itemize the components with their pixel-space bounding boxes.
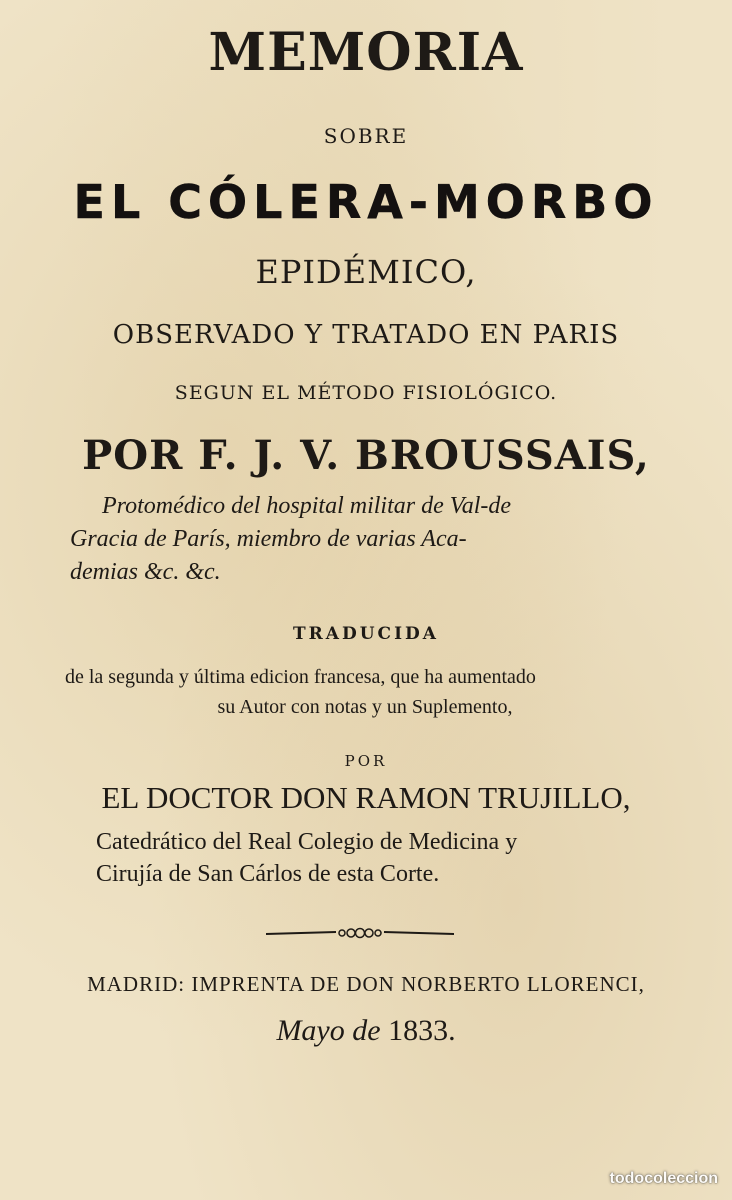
author-credentials-line: Gracia de París, miembro de varias Aca- [70, 526, 467, 552]
observed-line: OBSERVADO Y TRATADO EN PARIS [112, 320, 620, 350]
translation-note [65, 662, 665, 722]
imprint-month: Mayo de [276, 1014, 381, 1047]
author-credentials [70, 490, 670, 589]
author-credentials-line: demias &c. &c. [70, 559, 221, 585]
author-name: POR F. J. V. BROUSSAIS, [82, 432, 650, 479]
watermark-logo: todocoleccion [609, 1170, 718, 1187]
subject-title: EL CÓLERA-MORBO [73, 175, 659, 229]
sobre-line: SOBRE [323, 124, 409, 148]
translation-line: de la segunda y última edicion francesa, que ha aumentado [65, 666, 536, 688]
translator-name: EL DOCTOR DON RAMON TRUJILLO, [101, 780, 631, 815]
main-title: MEMORIA [208, 22, 524, 83]
ornament-divider-icon [266, 924, 454, 944]
translator-credentials-line: Catedrático del Real Colegio de Medicina y [96, 829, 518, 855]
translator-credentials [96, 826, 676, 890]
translator-credentials-line: Cirujía de San Cárlos de esta Corte. [96, 861, 440, 887]
translation-line: su Autor con notas y un Suplemento, [217, 696, 513, 718]
translation-heading: TRADUCIDA [293, 624, 439, 644]
subject-subtitle: EPIDÉMICO, [255, 253, 477, 291]
imprint-year: 1833. [388, 1014, 456, 1047]
author-credentials-line: Protomédico del hospital militar de Val-de [102, 493, 512, 519]
translator-por: POR [344, 752, 388, 770]
imprint-date [0, 1014, 732, 1048]
method-line: SEGUN EL MÉTODO FISIOLÓGICO. [174, 382, 558, 404]
imprint-line: MADRID: IMPRENTA DE DON NORBERTO LLORENCI, [87, 972, 645, 996]
